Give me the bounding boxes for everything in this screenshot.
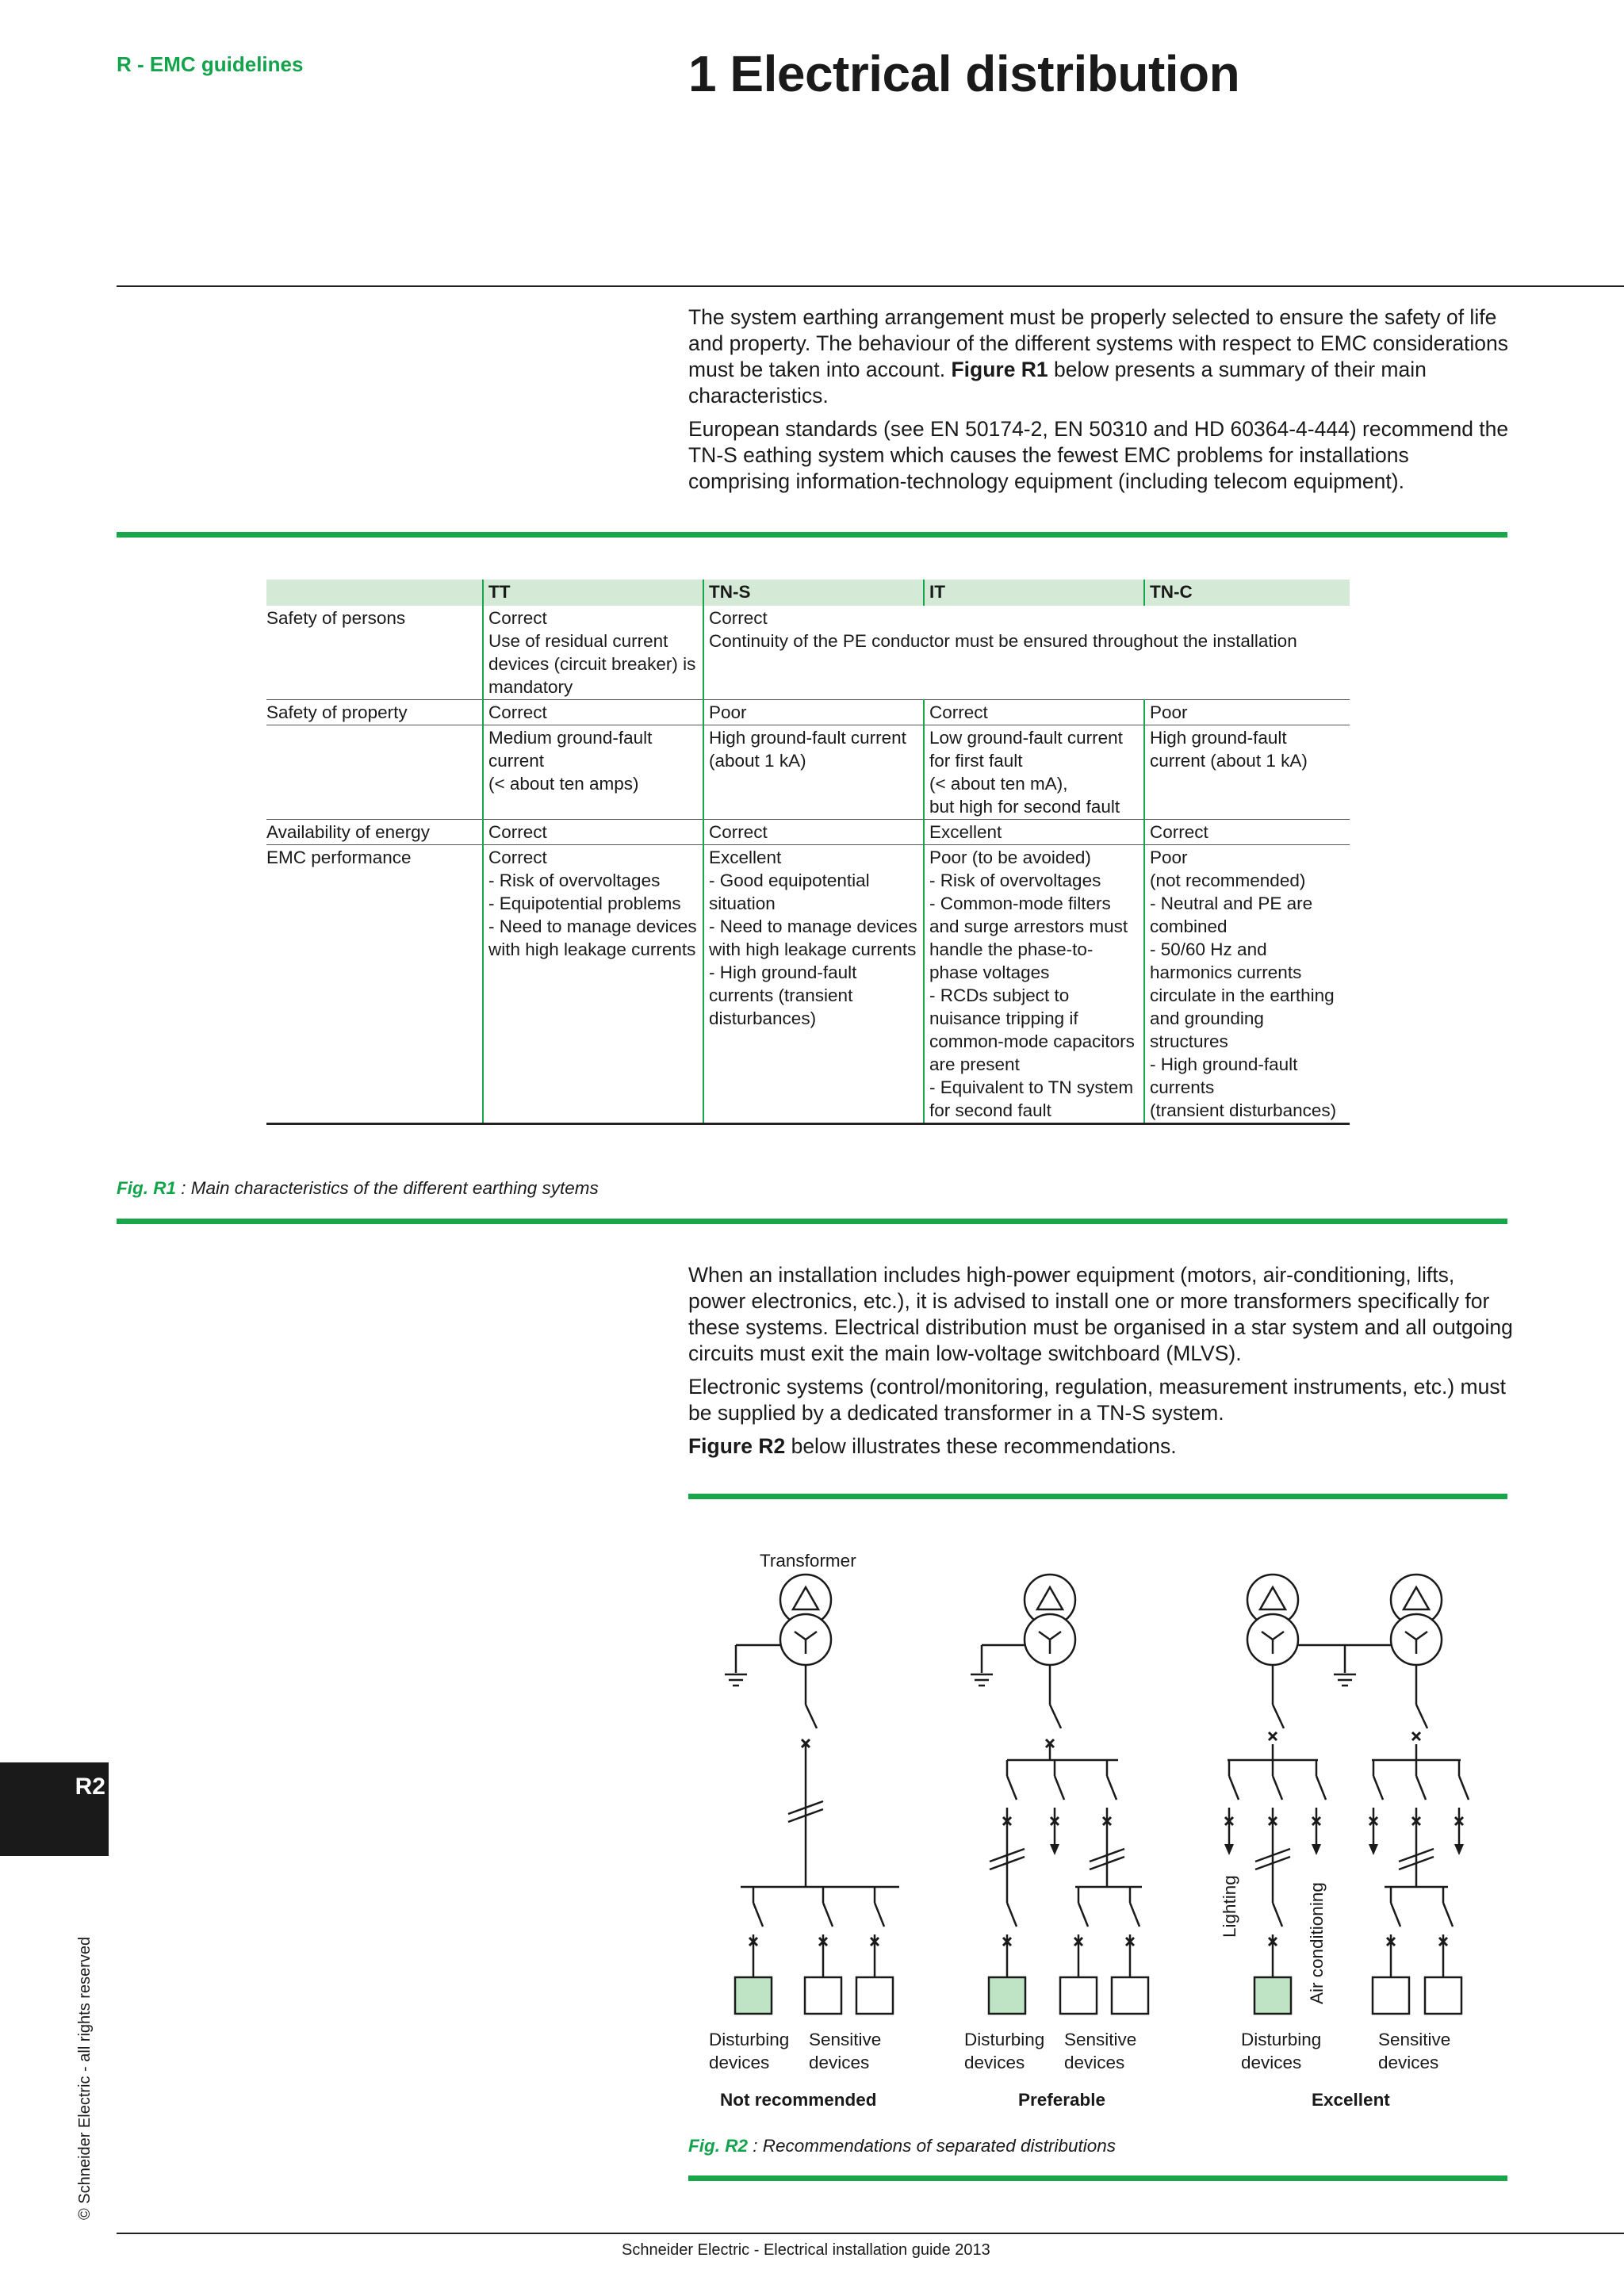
intro-text — [688, 304, 1513, 495]
sensitive-device-box — [805, 1977, 841, 2014]
sensitive-devices-label: devices — [1064, 2053, 1125, 2072]
table-cell: Poor (not recommended) - Neutral and PE are combined - 50/60 Hz and harmonics currents circulate in the earthing and grounding structures - High ground-fault currents (transient disturbances) — [1144, 845, 1350, 1124]
air-conditioning-label: Air conditioning — [1307, 1882, 1327, 2004]
figure-r1-text: : Main characteristics of the different earthing sytems — [176, 1178, 599, 1198]
table-cell: High ground-fault current (about 1 kA) — [1144, 725, 1350, 820]
col-header-tnc: TN-C — [1144, 580, 1350, 606]
green-rule-4 — [688, 2175, 1507, 2181]
ground-icon — [725, 1674, 747, 1686]
table-cell: Poor — [1144, 700, 1350, 725]
figure-r1-ref: Figure R1 — [951, 358, 1048, 381]
transformer-label: Transformer — [760, 1551, 856, 1571]
table-cell: Excellent — [924, 820, 1144, 845]
table-cell: Correct — [924, 700, 1144, 725]
verdict-excellent: Excellent — [1312, 2090, 1390, 2110]
disturbing-devices-label: devices — [709, 2053, 770, 2072]
verdict-not-recommended: Not recommended — [720, 2090, 877, 2110]
disturbing-device-box — [1254, 1977, 1291, 2014]
figure-r1-label: Fig. R1 — [117, 1178, 177, 1198]
table-row — [266, 820, 1350, 845]
intro-paragraph-2: European standards (see EN 50174-2, EN 50310 and HD 60364-4-444) recommend the TN-S eathing system which causes the fewest EMC problems for installations comprising information-technology equipment (including telecom equipment). — [688, 417, 1509, 493]
table-corner — [266, 580, 483, 606]
row-label: EMC performance — [266, 845, 483, 1124]
sensitive-devices-label: devices — [1378, 2053, 1439, 2072]
sensitive-devices-label: Sensitive — [1064, 2030, 1137, 2049]
body-text-2 — [688, 1262, 1513, 1460]
table-row — [266, 606, 1350, 700]
intro-p1-text: The system earthing arrangement must be properly selected to ensure the safety of life and property. The behaviour of the different systems with respect to EMC considerations must be taken into account. — [688, 305, 1509, 381]
sensitive-device-box — [1112, 1977, 1148, 2014]
earthing-systems-table — [266, 580, 1350, 1125]
transformer-icon — [780, 1575, 831, 1665]
body2-paragraph-3 — [688, 1433, 1513, 1460]
row-label: Safety of property — [266, 700, 483, 725]
green-rule-2 — [117, 1219, 1507, 1224]
disturbing-devices-label: devices — [964, 2053, 1025, 2072]
footer-text: Schneider Electric - Electrical installation guide 2013 — [622, 2241, 990, 2259]
figure-r2-label: Fig. R2 — [688, 2136, 749, 2156]
ground-icon — [971, 1674, 993, 1686]
section-label: R - EMC guidelines — [117, 52, 304, 76]
body2-p3-text: below illustrates these recommendations. — [785, 1434, 1177, 1458]
table-cell: Poor (to be avoided) - Risk of overvoltages - Common-mode filters and surge arrestors must handle the phase-to-phase voltages - RCDs subject to nuisance tripping if common-mode capacitors are present - Equivalent to TN system for second fault — [924, 845, 1144, 1124]
col-header-it: IT — [924, 580, 1144, 606]
disturbing-device-box — [735, 1977, 772, 2014]
transformer-icon — [1025, 1575, 1075, 1665]
table-row — [266, 845, 1350, 1124]
lighting-label: Lighting — [1220, 1875, 1239, 1938]
row-label: Availability of energy — [266, 820, 483, 845]
table-row — [266, 725, 1350, 820]
distribution-diagram — [688, 1530, 1513, 2121]
sensitive-device-box — [1373, 1977, 1409, 2014]
figure-r2-text: : Recommendations of separated distributions — [748, 2136, 1116, 2156]
sensitive-device-box — [1425, 1977, 1461, 2014]
table-cell: Excellent - Good equipotential situation - Need to manage devices with high leakage currents - High ground-fault currents (transient disturbances) — [703, 845, 924, 1124]
disturbing-devices-label: devices — [1241, 2053, 1302, 2072]
cable-length-marks — [788, 1801, 1434, 1869]
figure-r2-ref: Figure R2 — [688, 1434, 786, 1458]
green-rule-1 — [117, 532, 1507, 538]
disturbing-devices-label: Disturbing — [1241, 2030, 1322, 2049]
table-row — [266, 700, 1350, 725]
col-header-tt: TT — [483, 580, 703, 606]
table-cell: High ground-fault current (about 1 kA) — [703, 725, 924, 820]
disturbing-device-box — [989, 1977, 1025, 2014]
body2-paragraph-1: When an installation includes high-power equipment (motors, air-conditioning, lifts, power electronics, etc.), it is advised to install one or more transformers specifically for these systems. Electrical distribution must be organised in a star system and all outgoing circuits must exit the main low-voltage switchboard (MLVS). — [688, 1263, 1513, 1365]
sensitive-devices-label: devices — [809, 2053, 870, 2072]
table-cell: Correct — [1144, 820, 1350, 845]
transformer-icon — [1247, 1575, 1298, 1665]
green-rule-3 — [688, 1494, 1507, 1499]
disturbing-devices-label: Disturbing — [709, 2030, 790, 2049]
figure-r1-caption — [117, 1178, 599, 1199]
figure-r2-caption — [688, 2136, 1116, 2156]
page-code-tab — [0, 1762, 109, 1856]
col-header-tns: TN-S — [703, 580, 924, 606]
table-cell: Correct — [483, 700, 703, 725]
page-code: R2 — [75, 1774, 105, 1800]
sensitive-device-box — [1060, 1977, 1097, 2014]
ground-icon — [1334, 1674, 1356, 1686]
table-cell: Correct — [703, 820, 924, 845]
table-cell: Correct - Risk of overvoltages - Equipotential problems - Need to manage devices with high leakage currents — [483, 845, 703, 1124]
table-cell: Correct Use of residual current devices (circuit breaker) is mandatory — [483, 606, 703, 700]
table-cell: Medium ground-fault current (< about ten amps) — [483, 725, 703, 820]
sensitive-devices-label: Sensitive — [1378, 2030, 1451, 2049]
header-rule — [117, 285, 1624, 287]
transformer-icon — [1391, 1575, 1442, 1665]
sensitive-devices-label: Sensitive — [809, 2030, 882, 2049]
verdict-preferable: Preferable — [1018, 2090, 1106, 2110]
row-label — [266, 725, 483, 820]
page-title: 1 Electrical distribution — [688, 45, 1240, 102]
table-cell: Correct — [483, 820, 703, 845]
copyright-notice: © Schneider Electric - all rights reserved — [76, 1936, 94, 2220]
table-cell: Correct Continuity of the PE conductor must be ensured throughout the installation — [703, 606, 1350, 700]
row-label: Safety of persons — [266, 606, 483, 700]
intro-p1-text-end: below presents a summary of their main characteristics. — [688, 358, 1427, 408]
body2-paragraph-2: Electronic systems (control/monitoring, regulation, measurement instruments, etc.) must be supplied by a dedicated transformer in a TN-S system. — [688, 1375, 1506, 1425]
table-cell: Poor — [703, 700, 924, 725]
intro-paragraph-1 — [688, 304, 1513, 409]
disturbing-devices-label: Disturbing — [964, 2030, 1045, 2049]
footer-rule — [117, 2233, 1624, 2234]
sensitive-device-box — [856, 1977, 893, 2014]
table-cell: Low ground-fault current for first fault (< about ten mA), but high for second fault — [924, 725, 1144, 820]
